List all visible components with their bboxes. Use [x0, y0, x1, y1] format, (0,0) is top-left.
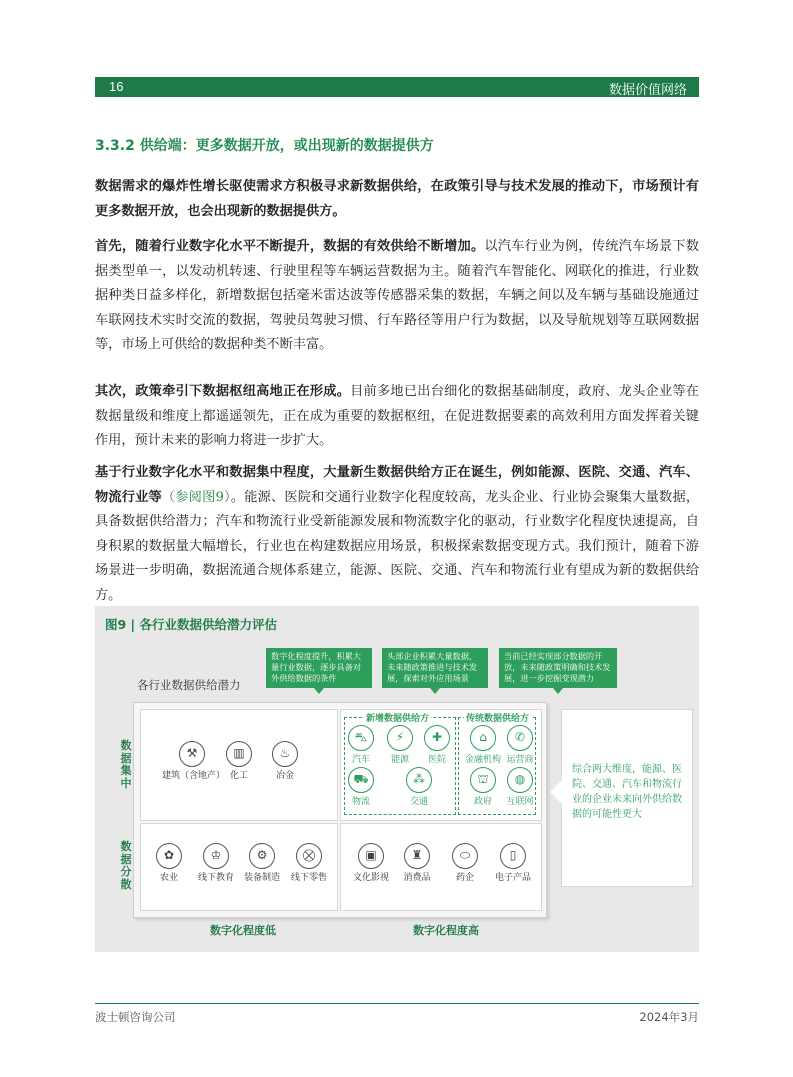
- cart-icon: ⛒: [296, 843, 322, 869]
- paragraph-third: [95, 461, 699, 608]
- supplier-internet: [490, 767, 550, 808]
- supplier-label: 医院: [427, 755, 446, 765]
- header-bar: [95, 77, 699, 97]
- x-axis-label-high: 数字化程度高: [413, 924, 479, 937]
- industry-metallurgy: [255, 741, 315, 782]
- third-text: 。能源、医院和交通行业数字化程度较高，龙头企业、行业协会聚集大量数据，具备数据供给潜力；汽车和物流行业受新能源发展和物流数字化的驱动，行业数字化程度快速提高，自身积累的数据量大幅增长，行业也在构建数据应用场景，积极探索数据变现方式。我们预计，随着下游场景进一步明确，数据流通合规体系建立，能源、医院、交通、汽车和物流行业有望成为新的数据供给方。: [95, 489, 700, 603]
- y-axis-label-dispersed: 数据分散: [120, 840, 132, 891]
- callout-new-suppliers-policy: 头部企业积累大量数据，未来随政策推进与技术发展，探索对外应用场景: [382, 648, 488, 688]
- industry-label: 装备制造: [243, 873, 280, 883]
- supplier-label: 物流: [351, 797, 370, 807]
- supplier-traffic: [389, 767, 449, 808]
- furnace-icon: ♨: [272, 741, 298, 767]
- x-axis-label-low: 数字化程度低: [210, 924, 276, 937]
- factory-icon: ▥: [226, 741, 252, 767]
- supplier-logistics: [331, 767, 391, 808]
- hospital-icon: ✚: [424, 725, 450, 751]
- pill-icon: ⬭: [452, 843, 478, 869]
- figure-reference-link[interactable]: （参阅图9）: [161, 489, 231, 505]
- supplier-label: 交通: [409, 797, 428, 807]
- power-plant-icon: ⚡: [387, 725, 413, 751]
- smartphone-icon: ▯: [500, 843, 526, 869]
- globe-icon: ◍: [507, 767, 533, 793]
- intro-bold: 数据需求的爆炸性增长驱使需求方积极寻求新数据供给，在政策引导与技术发展的推动下，市场预计有更多数据开放，也会出现新的数据提供方。: [95, 179, 699, 219]
- figure-9: [95, 606, 699, 952]
- industry-retail: [279, 843, 339, 884]
- machinery-icon: ⚙: [249, 843, 275, 869]
- paragraph-intro: [95, 175, 699, 224]
- conclusion-box: [561, 709, 693, 887]
- film-icon: ▣: [358, 843, 384, 869]
- callout-new-suppliers: 数字化程度提升，积累大量行业数据，逐步具备对外供给数据的条件: [266, 648, 372, 688]
- figure-title: 图9 | 各行业数据供给潜力评估: [105, 617, 277, 632]
- traffic-icon: ⁂: [406, 767, 432, 793]
- running-title: 数据价值网络: [608, 83, 687, 98]
- section-title: 3.3.2 供给端：更多数据开放，或出现新的数据提供方: [95, 138, 434, 154]
- bottle-icon: ♜: [404, 843, 430, 869]
- conclusion-text: 综合两大维度，能源、医院、交通、汽车和物流行业的企业未来向外供给数据的可能性更大: [572, 764, 682, 820]
- figure-subtitle: 各行业数据供给潜力: [137, 678, 241, 692]
- supplier-label: 运营商: [506, 755, 534, 765]
- new-suppliers-label: 新增数据供给方: [364, 711, 431, 724]
- supplier-carrier: [490, 725, 550, 766]
- callout-traditional-suppliers: 当前已经实现部分数据的开放，未来随政策明确和技术发展，进一步挖掘变现潜力: [499, 648, 617, 688]
- traditional-suppliers-label: 传统数据供给方: [464, 711, 531, 724]
- footer-company: 波士顿咨询公司: [95, 1010, 176, 1024]
- industry-label: 冶金: [275, 771, 294, 781]
- supplier-label: 汽车: [351, 755, 370, 765]
- phone-icon: ✆: [507, 725, 533, 751]
- supplier-label: 互联网: [506, 797, 534, 807]
- wheat-icon: ✿: [156, 843, 182, 869]
- bank-icon: ⌂: [470, 725, 496, 751]
- supplier-label: 能源: [390, 755, 409, 765]
- government-icon: ⛫: [470, 767, 496, 793]
- second-bold: 其次，政策牵引下数据枢纽高地正在形成。: [95, 384, 351, 399]
- third-bold: 基于行业数字化水平和数据集中程度，大量新生数据供给方正在诞生，例如能源、医院、交通、汽车、物流行业等: [95, 465, 699, 505]
- matrix-chart: [133, 702, 547, 918]
- industry-label: 线下教育: [197, 873, 234, 883]
- industry-label: 建筑（含地产）: [162, 771, 226, 781]
- crane-icon: ⚒: [179, 741, 205, 767]
- supplier-label: 金融机构: [464, 755, 501, 765]
- supplier-label: 政府: [473, 797, 492, 807]
- industry-label: 文化影视: [352, 873, 389, 883]
- industry-label: 线下零售: [290, 873, 327, 883]
- industry-electronics: [483, 843, 543, 884]
- graduation-cap-icon: ♔: [203, 843, 229, 869]
- industry-label: 农业: [159, 873, 178, 883]
- first-bold: 首先，随着行业数字化水平不断提升，数据的有效供给不断增加。: [95, 239, 485, 254]
- industry-label: 药企: [455, 873, 474, 883]
- first-text: 以汽车行业为例，传统汽车场景下数据类型单一，以发动机转速、行驶里程等车辆运营数据为主。随着汽车智能化、网联化的推进，行业数据种类日益多样化，新增数据包括毫米雷达波等传感器采集的数据，车辆之间以及车辆与基础设施通过车联网技术实时交流的数据，驾驶员驾驶习惯、行车路径等用户行为数据，以及导航规划等互联网数据等，市场上可供给的数据种类不断丰富。: [95, 239, 700, 352]
- footer-divider: [95, 1003, 699, 1004]
- footer-date: 2024年3月: [639, 1010, 699, 1024]
- paragraph-first: [95, 235, 699, 358]
- second-text: 目前多地已出台细化的数据基础制度，政府、龙头企业等在数据量级和维度上都遥遥领先，正在成为重要的数据枢纽，在促进数据要素的高效利用方面发挥着关键作用，预计未来的影响力将进一步扩大。: [95, 384, 699, 448]
- industry-label: 消费品: [403, 873, 431, 883]
- page-number: 16: [109, 79, 124, 94]
- truck-icon: ⛟: [348, 767, 374, 793]
- y-axis-label-concentrated: 数据集中: [120, 739, 132, 790]
- car-icon: ⛍: [348, 725, 374, 751]
- paragraph-second: [95, 380, 699, 454]
- industry-label: 电子产品: [494, 873, 531, 883]
- industry-label: 化工: [229, 771, 248, 781]
